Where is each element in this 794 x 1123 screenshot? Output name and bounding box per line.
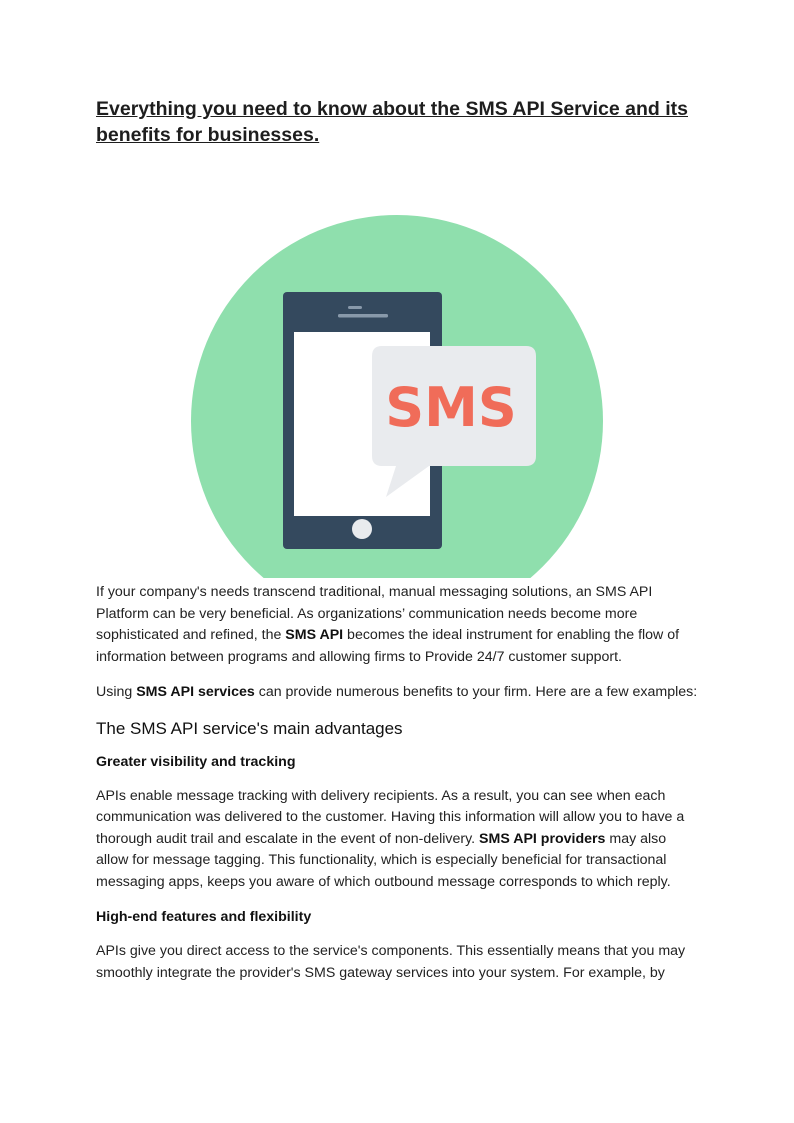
visibility-heading: Greater visibility and tracking [96,753,296,770]
document-title [96,96,700,148]
article-body [96,582,700,984]
intro-p2-bold: SMS API services [136,684,255,700]
phone-camera-line [348,306,362,309]
sms-bubble-text: SMS [385,376,517,439]
title-line-1: Everything you need to know about the SMS API Service and its [96,98,688,120]
features-paragraph: APIs give you direct access to the service's components. This essentially means that you may smoothly integrate the provider's SMS gateway services into your system. For example, by [96,943,686,981]
document-page [96,96,700,998]
phone-home-button [352,519,372,539]
visibility-text-b: may also allow for message tagging. This functionality, which is especially beneficial for transactional messaging apps, keeps you aware of which outbound message corresponds to which reply. [96,830,671,890]
intro-p1-bold: SMS API [285,627,344,643]
intro-paragraph-1 [96,582,700,668]
intro-p2-text-a: Using [96,684,137,700]
visibility-text-a: APIs enable message tracking with delivery recipients. As a result, you can see when each communication was delivered to the customer. Having this information will allow you to have a thorough audit trail and escalate in the event of non-delivery. [96,787,685,847]
visibility-paragraph [96,786,700,894]
intro-p1-text-b: becomes the ideal instrument for enabling the flow of information between programs and allowing firms to Provide 24/7 customer support. [96,627,680,665]
advantages-heading: The SMS API service's main advantages [96,718,403,738]
sms-phone-illustration [96,148,700,578]
intro-paragraph-2 [96,682,700,704]
visibility-bold: SMS API providers [479,830,606,847]
intro-p1-text-a: If your company's needs transcend traditional, manual messaging solutions, an SMS API Platform can be very beneficial. As organizations’ communication needs become more sophisticated and refined, the [96,584,653,643]
phone-speaker [338,314,388,318]
features-heading: High-end features and flexibility [96,909,312,925]
hero-illustration [96,148,700,578]
intro-p2-text-b: can provide numerous benefits to your firm. Here are a few examples: [254,684,698,700]
title-line-2: benefits for businesses. [96,124,320,146]
